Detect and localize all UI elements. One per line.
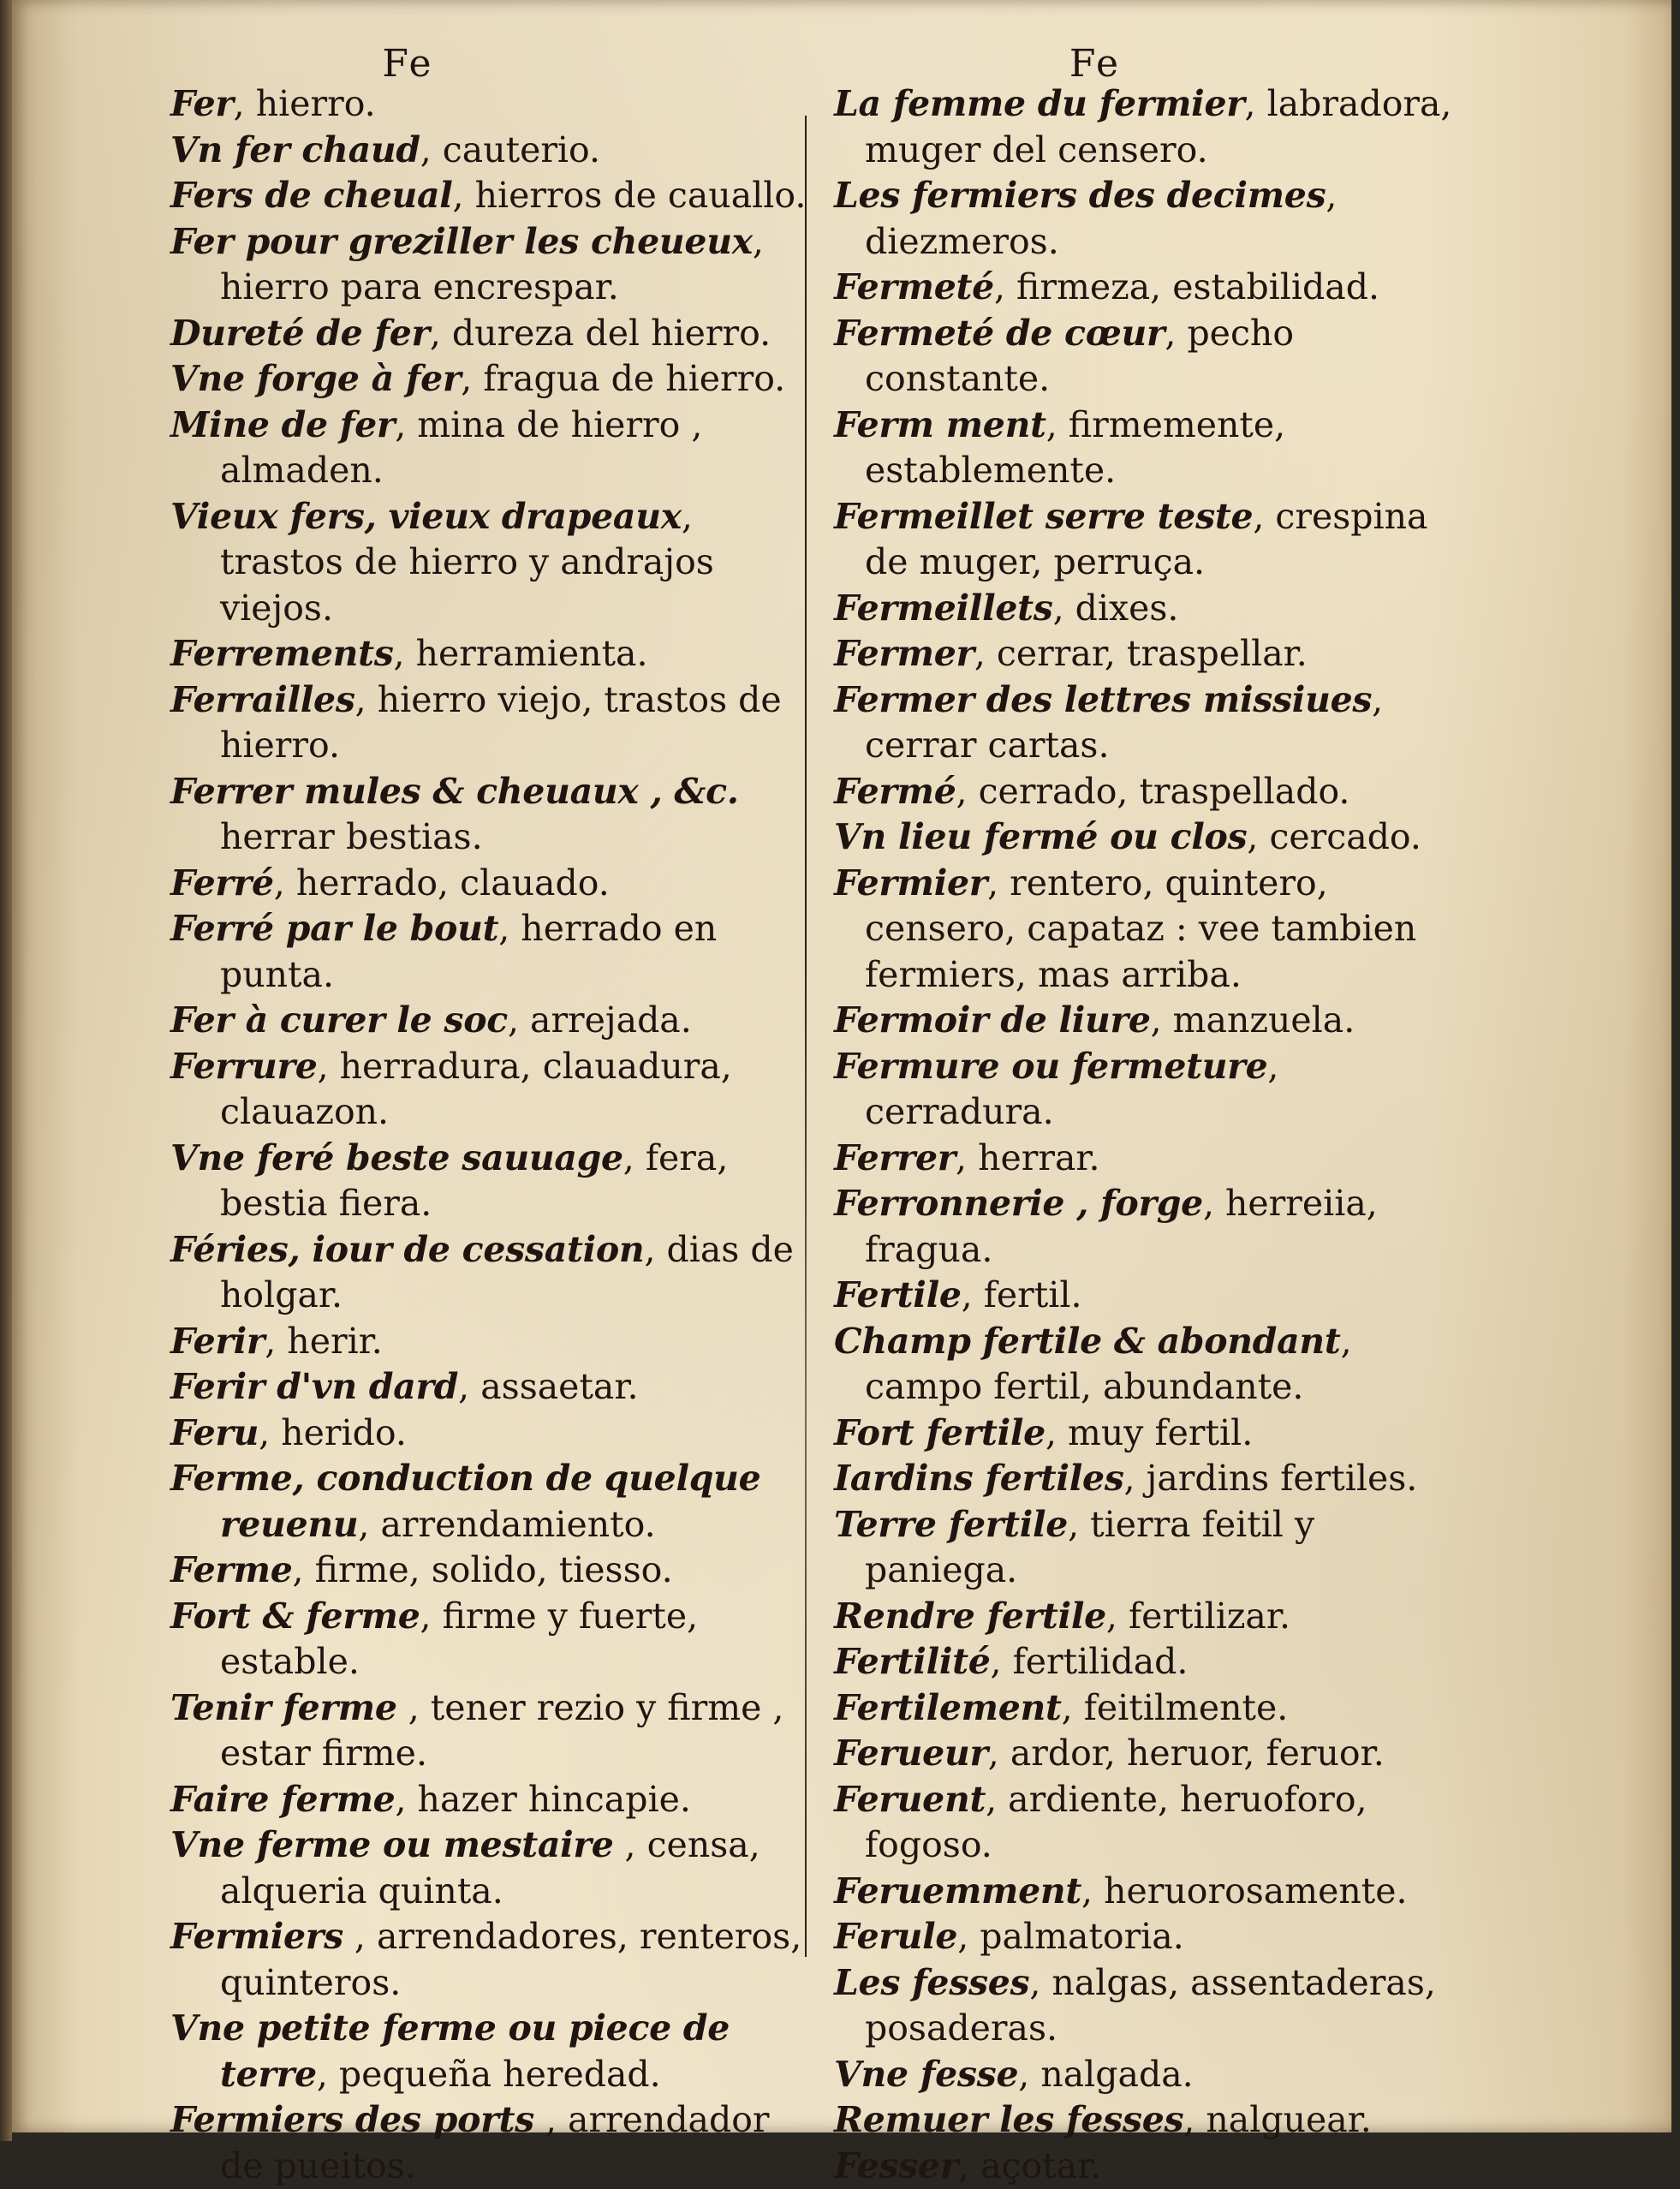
- entry-translation: , muy fertil.: [1046, 1412, 1253, 1453]
- entry-translation: , fertilizar.: [1106, 1596, 1290, 1637]
- entry-translation: , cerradura.: [865, 1046, 1278, 1133]
- entry-headword: Vne ferme ou mestaire: [170, 1824, 614, 1865]
- dictionary-entry: [808, 2144, 1476, 2189]
- entry-headword: Fermé: [834, 771, 956, 812]
- dictionary-entry: [145, 1456, 808, 1548]
- entry-translation: , hierro.: [234, 83, 376, 124]
- dictionary-page: [12, 0, 1671, 2132]
- entry-translation: , firmeza, estabilidad.: [994, 266, 1379, 307]
- entry-headword: Fertilement: [834, 1687, 1062, 1728]
- entry-headword: Vn fer chaud: [170, 129, 420, 170]
- entry-headword: Vieux fers, vieux drapeaux: [170, 496, 682, 537]
- dictionary-entry: [145, 1594, 808, 1685]
- entry-headword: Faire ferme: [170, 1779, 395, 1820]
- right-running-header: Fe: [808, 39, 1476, 90]
- entry-translation: , cerrar cartas.: [865, 679, 1383, 766]
- dictionary-entry: [145, 1136, 808, 1227]
- dictionary-entry: [145, 1548, 808, 1594]
- entry-translation: , cauterio.: [420, 129, 600, 170]
- entry-translation: , crespina de muger, perruça.: [865, 496, 1427, 583]
- dictionary-entry: [145, 998, 808, 1044]
- entry-translation: , trastos de hierro y andrajos viejos.: [220, 496, 714, 629]
- entry-headword: Fermier: [834, 862, 987, 904]
- dictionary-entry: [808, 586, 1476, 632]
- dictionary-entry: [145, 1411, 808, 1457]
- dictionary-entry: [145, 311, 808, 357]
- dictionary-entry: [808, 1914, 1476, 1960]
- entry-translation: , ardor, heruor, feruor.: [988, 1733, 1385, 1774]
- entry-translation: , labradora, muger del censero.: [865, 83, 1451, 170]
- entry-translation: , hierro para encrespar.: [220, 221, 764, 308]
- entry-translation: , palmatoria.: [957, 1916, 1184, 1957]
- dictionary-entry: [145, 173, 808, 219]
- dictionary-entry: [808, 1181, 1476, 1273]
- entry-translation: , herir.: [265, 1321, 383, 1362]
- entry-headword: Ferrements: [170, 633, 394, 674]
- dictionary-entry: [145, 356, 808, 403]
- entry-headword: Vn lieu fermé ou clos: [834, 816, 1247, 857]
- entry-translation: , arrejada.: [508, 999, 692, 1041]
- entry-headword: Ferronnerie , forge: [834, 1183, 1203, 1224]
- right-column: [808, 60, 1476, 2189]
- entry-headword: Fermure ou fermeture: [834, 1046, 1267, 1087]
- entry-headword: Fermoir de liure: [834, 999, 1151, 1041]
- entry-headword: Vne forge à fer: [170, 358, 461, 399]
- entry-translation: , nalgas, assentaderas, posaderas.: [865, 1962, 1436, 2049]
- dictionary-entry: [808, 1685, 1476, 1732]
- entry-translation: , tierra feitil y paniega.: [865, 1504, 1314, 1591]
- dictionary-entry: [808, 1594, 1476, 1640]
- dictionary-entry: [808, 81, 1476, 173]
- entry-translation: , herrado, clauado.: [274, 862, 610, 904]
- entry-headword: Ferrailles: [170, 679, 355, 720]
- dictionary-entry: [808, 311, 1476, 403]
- entry-translation: , dias de holgar.: [220, 1229, 794, 1316]
- entry-translation: , fertil.: [962, 1274, 1082, 1315]
- entry-translation: , nalgada.: [1018, 2054, 1193, 2095]
- entry-headword: Fers de cheual: [170, 175, 453, 216]
- entry-headword: Fer pour greziller les cheueux: [170, 221, 753, 262]
- entry-headword: Vne feré beste sauuage: [170, 1137, 623, 1178]
- entry-translation: , manzuela.: [1151, 999, 1355, 1041]
- dictionary-entry: [808, 1456, 1476, 1502]
- entry-translation: , cercado.: [1247, 816, 1421, 857]
- entry-headword: Ferrure: [170, 1046, 318, 1087]
- entry-headword: Feruent: [834, 1779, 986, 1820]
- entry-translation: , heruorosamente.: [1081, 1870, 1408, 1912]
- entry-translation: , herramienta.: [394, 633, 648, 674]
- entry-headword: Ferm ment: [834, 404, 1046, 445]
- entry-headword: Fermeté de cœur: [834, 313, 1165, 354]
- entry-translation: , herrar.: [956, 1137, 1100, 1178]
- dictionary-entry: [145, 1319, 808, 1365]
- entry-translation: , fertilidad.: [991, 1641, 1189, 1682]
- dictionary-entry: [145, 769, 808, 861]
- entry-headword: Remuer les fesses: [834, 2099, 1183, 2140]
- dictionary-entry: [145, 403, 808, 494]
- entry-translation: , fragua de hierro.: [461, 358, 785, 399]
- dictionary-entry: [145, 1364, 808, 1411]
- entry-headword: Feruemment: [834, 1870, 1081, 1912]
- entry-headword: Ferueur: [834, 1733, 988, 1774]
- dictionary-entry: [145, 1822, 808, 1914]
- entry-headword: Ferré: [170, 862, 274, 904]
- entry-translation: , firme y fuerte, estable.: [220, 1596, 698, 1683]
- dictionary-entry: [808, 494, 1476, 586]
- entry-headword: Rendre fertile: [834, 1596, 1106, 1637]
- dictionary-entry: [808, 677, 1476, 769]
- entry-headword: Fermer: [834, 633, 974, 674]
- left-column: [145, 60, 808, 2189]
- entry-translation: , hierros de cauallo.: [453, 175, 807, 216]
- dictionary-entry: [145, 1777, 808, 1823]
- entry-headword: Vne fesse: [834, 2054, 1018, 2095]
- dictionary-entry: [145, 677, 808, 769]
- entry-translation: , dureza del hierro.: [430, 313, 771, 354]
- entry-headword: Ferme, conduction de quelque reuenu: [170, 1458, 760, 1545]
- entry-headword: Les fermiers des decimes: [834, 175, 1326, 216]
- entry-translation: herrar bestias.: [220, 816, 483, 857]
- entry-translation: , pecho constante.: [865, 313, 1294, 400]
- dictionary-entry: [808, 403, 1476, 494]
- entry-headword: Ferir: [170, 1321, 265, 1362]
- dictionary-entry: [145, 1914, 808, 2006]
- entry-translation: , herreiia, fragua.: [865, 1183, 1378, 1270]
- entry-headword: Féries, iour de cessation: [170, 1229, 644, 1270]
- dictionary-entry: [145, 494, 808, 632]
- entry-headword: Fermer des lettres missiues: [834, 679, 1372, 720]
- entry-headword: Ferule: [834, 1916, 957, 1957]
- entry-translation: , jardins fertiles.: [1124, 1458, 1418, 1499]
- entry-headword: Fertilité: [834, 1641, 991, 1682]
- dictionary-entry: [808, 1411, 1476, 1457]
- left-running-header: Fe: [145, 39, 808, 90]
- entry-headword: Fermeillet serre teste: [834, 496, 1253, 537]
- book-spine-edge: [0, 0, 12, 2141]
- entry-translation: , pequeña heredad.: [317, 2054, 661, 2095]
- dictionary-entry: [145, 861, 808, 907]
- entry-headword: Iardins fertiles: [834, 1458, 1124, 1499]
- entry-headword: Vne petite ferme ou piece de terre: [170, 2007, 730, 2095]
- entry-headword: Tenir ferme: [170, 1687, 397, 1728]
- dictionary-entry: [145, 1227, 808, 1319]
- dictionary-entry: [145, 81, 808, 128]
- dictionary-entry: [808, 173, 1476, 265]
- entry-headword: Fer: [170, 83, 234, 124]
- entry-translation: , rentero, quintero, censero, capataz : vee tambien fermiers, mas arriba.: [865, 862, 1416, 995]
- entry-translation: , fera, bestia fiera.: [220, 1137, 728, 1225]
- entry-translation: , firme, solido, tiesso.: [293, 1549, 673, 1590]
- entry-translation: , cerrar, traspellar.: [974, 633, 1308, 674]
- entry-translation: , arrendador de pueitos.: [220, 2099, 770, 2186]
- entry-translation: , herradura, clauadura, clauazon.: [220, 1046, 732, 1133]
- entry-headword: Ferme: [170, 1549, 293, 1590]
- dictionary-entry: [145, 2006, 808, 2097]
- dictionary-entry: [145, 1685, 808, 1777]
- dictionary-entry: [808, 1960, 1476, 2052]
- entry-translation: , herrado en punta.: [220, 908, 717, 995]
- dictionary-entry: [808, 861, 1476, 999]
- dictionary-entry: [808, 1777, 1476, 1869]
- entry-translation: , arrendadores, renteros, quinteros.: [220, 1916, 801, 2003]
- entry-headword: Champ fertile & abondant: [834, 1321, 1341, 1362]
- dictionary-entry: [808, 998, 1476, 1044]
- entry-headword: Fermiers des ports: [170, 2099, 534, 2140]
- dictionary-entry: [808, 1639, 1476, 1685]
- dictionary-entry: [145, 1044, 808, 1136]
- dictionary-entry: [145, 128, 808, 174]
- entry-headword: Fer à curer le soc: [170, 999, 508, 1041]
- entry-headword: Ferré par le bout: [170, 908, 498, 949]
- entry-translation: , diezmeros.: [865, 175, 1337, 262]
- dictionary-entry: [808, 631, 1476, 677]
- dictionary-entry: [808, 1502, 1476, 1594]
- entry-headword: Terre fertile: [834, 1504, 1068, 1545]
- dictionary-entry: [145, 2097, 808, 2189]
- entry-translation: , dixes.: [1053, 588, 1179, 629]
- entry-translation: , feitilmente.: [1062, 1687, 1289, 1728]
- entry-headword: Ferrer: [834, 1137, 956, 1178]
- entry-translation: , tener rezio y firme , estar firme.: [220, 1687, 783, 1774]
- entry-headword: Fort fertile: [834, 1412, 1046, 1453]
- entry-translation: , nalguear.: [1183, 2099, 1372, 2140]
- dictionary-entry: [808, 1319, 1476, 1411]
- entry-headword: Ferir d'vn dard: [170, 1366, 458, 1407]
- entry-translation: , hierro viejo, trastos de hierro.: [220, 679, 782, 766]
- right-entry-list: [808, 81, 1476, 2189]
- entry-headword: La femme du fermier: [834, 83, 1245, 124]
- dictionary-entry: [145, 631, 808, 677]
- entry-translation: , hazer hincapie.: [395, 1779, 690, 1820]
- entry-headword: Dureté de fer: [170, 313, 430, 354]
- entry-translation: , firmemente, establemente.: [865, 404, 1285, 492]
- dictionary-entry: [808, 265, 1476, 311]
- dictionary-entry: [145, 219, 808, 311]
- dictionary-entry: [145, 906, 808, 998]
- entry-translation: , açotar.: [958, 2145, 1101, 2186]
- entry-headword: Fermeté: [834, 266, 994, 307]
- entry-translation: , arrendamiento.: [358, 1504, 655, 1545]
- dictionary-entry: [808, 1869, 1476, 1915]
- entry-headword: Fort & ferme: [170, 1596, 420, 1637]
- entry-translation: , herido.: [259, 1412, 407, 1453]
- entry-headword: Fermeillets: [834, 588, 1053, 629]
- entry-translation: , campo fertil, abundante.: [865, 1321, 1352, 1408]
- entry-translation: , assaetar.: [458, 1366, 638, 1407]
- entry-headword: Fesser: [834, 2145, 958, 2186]
- entry-headword: Fertile: [834, 1274, 962, 1315]
- dictionary-entry: [808, 814, 1476, 861]
- dictionary-entry: [808, 1273, 1476, 1319]
- dictionary-entry: [808, 1136, 1476, 1182]
- dictionary-entry: [808, 1731, 1476, 1777]
- entry-translation: , cerrado, traspellado.: [956, 771, 1350, 812]
- dictionary-entry: [808, 1044, 1476, 1136]
- entry-headword: Feru: [170, 1412, 259, 1453]
- dictionary-entry: [808, 769, 1476, 815]
- entry-headword: Ferrer mules & cheuaux , &c.: [170, 771, 739, 812]
- left-entry-list: [145, 81, 808, 2189]
- entry-headword: Mine de fer: [170, 404, 395, 445]
- entry-headword: Fermiers: [170, 1916, 343, 1957]
- dictionary-entry: [808, 2052, 1476, 2098]
- dictionary-entry: [808, 2097, 1476, 2144]
- entry-translation: , ardiente, heruoforo, fogoso.: [865, 1779, 1367, 1866]
- entry-headword: Les fesses: [834, 1962, 1029, 2003]
- entry-translation: , mina de hierro , almaden.: [220, 404, 702, 492]
- entry-translation: , censa, alqueria quinta.: [220, 1824, 760, 1912]
